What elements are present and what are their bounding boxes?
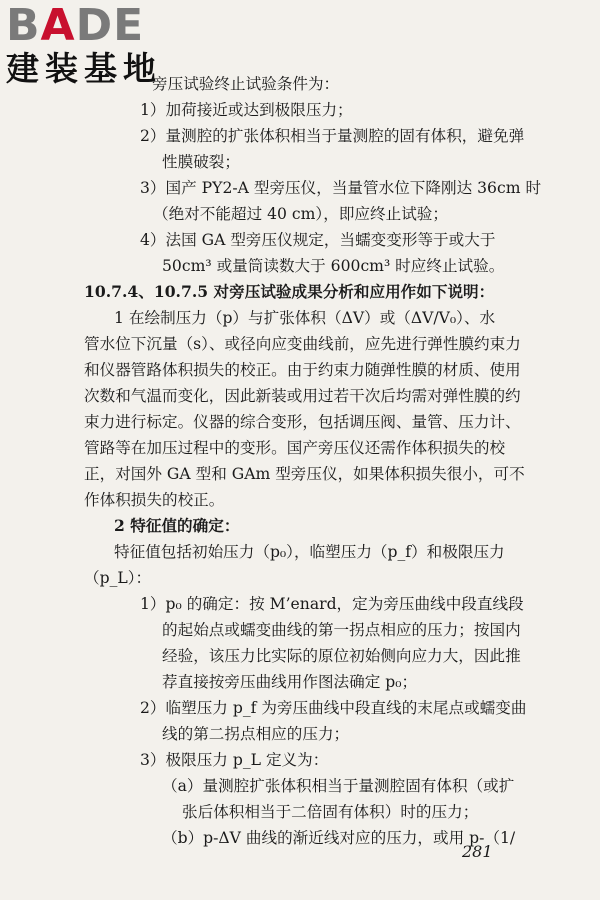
- paragraph-line: 正，对国外 GA 型和 GAm 型旁压仪，如果体积损失很小，可不: [84, 465, 525, 483]
- list-item: （a）量测腔扩张体积相当于量测腔固有体积（或扩: [162, 777, 515, 795]
- text-line: 经验，该压力比实际的原位初始侧向应力大，因此推: [162, 647, 521, 665]
- list-item: 4）法国 GA 型旁压仪规定，当蠕变变形等于或大于: [140, 231, 496, 249]
- paragraph-line: 次数和气温而变化，因此新装或用过若干次后均需对弹性膜的约: [84, 387, 521, 405]
- list-item: 3）国产 PY2-A 型旁压仪，当量管水位下降刚达 36cm 时: [140, 179, 542, 197]
- bade-logo: [6, 0, 162, 88]
- list-item: 2）量测腔的扩张体积相当于量测腔的固有体积，避免弹: [140, 127, 525, 145]
- text-line: 张后体积相当于二倍固有体积）时的压力；: [182, 803, 479, 821]
- subsection-heading: 2 特征值的确定：: [114, 516, 240, 535]
- paragraph-line: 特征值包括初始压力（p₀），临塑压力（p_f）和极限压力: [114, 543, 505, 561]
- text-line: 性膜破裂；: [162, 153, 240, 171]
- list-item: （b）p-ΔV 曲线的渐近线对应的压力，或用 p-（1/: [162, 829, 516, 847]
- text-line: 荐直接按旁压曲线用作图法确定 p₀；: [162, 673, 418, 691]
- text-line: 线的第二拐点相应的压力；: [162, 725, 350, 743]
- paragraph-line: 作体积损失的校正。: [84, 491, 225, 509]
- text-line: 50cm³ 或量筒读数大于 600cm³ 时应终止试验。: [162, 257, 505, 275]
- paragraph-line: 管路等在加压过程中的变形。国产旁压仪还需作体积损失的校: [84, 439, 506, 457]
- logo-chinese-text: 建装基地: [6, 49, 162, 88]
- text-line: 旁压试验终止试验条件为：: [152, 75, 340, 93]
- logo-wordmark: BADE: [6, 0, 145, 51]
- list-item: 1）加荷接近或达到极限压力；: [140, 101, 353, 119]
- paragraph-line: 管水位下沉量（s）、或径向应变曲线前，应先进行弹性膜约束力: [84, 335, 521, 353]
- page-number: 281: [462, 842, 493, 861]
- text-line: （绝对不能超过 40 cm），即应终止试验；: [153, 205, 448, 223]
- list-item: 2）临塑压力 p_f 为旁压曲线中段直线的末尾点或蠕变曲: [140, 699, 527, 717]
- paragraph-line: （p_L）：: [84, 569, 152, 587]
- list-item: 3）极限压力 p_L 定义为：: [140, 751, 329, 769]
- list-item: 1）p₀ 的确定：按 M’enard，定为旁压曲线中段直线段: [140, 595, 524, 613]
- paragraph-line: 束力进行标定。仪器的综合变形，包括调压阀、量管、压力计、: [84, 413, 521, 431]
- paragraph-line: 和仪器管路体积损失的校正。由于约束力随弹性膜的材质、使用: [84, 361, 521, 379]
- paragraph-line: 1 在绘制压力（p）与扩张体积（ΔV）或（ΔV/V₀）、水: [114, 309, 496, 327]
- section-heading: 10.7.4、10.7.5 对旁压试验成果分析和应用作如下说明：: [84, 282, 495, 301]
- text-line: 的起始点或蠕变曲线的第一拐点相应的压力；按国内: [162, 621, 521, 639]
